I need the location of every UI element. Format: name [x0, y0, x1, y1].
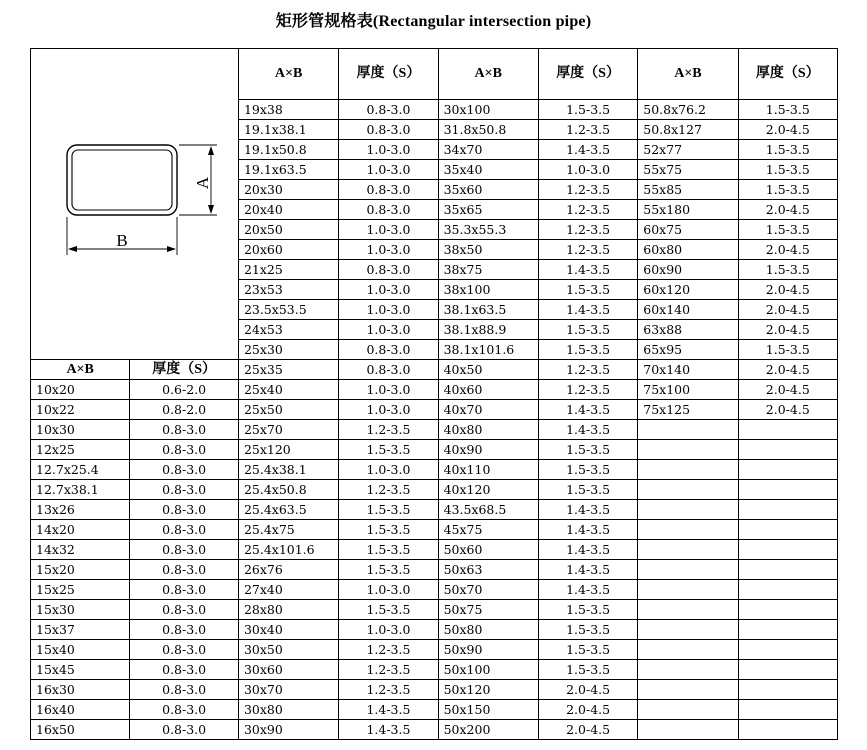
size-cell: 60x80: [638, 240, 738, 260]
thickness-cell: 1.0-3.0: [339, 160, 438, 180]
header-size: A×B: [638, 49, 738, 100]
size-cell: 25x40: [238, 380, 338, 400]
thickness-cell: 1.5-3.5: [538, 480, 637, 500]
thickness-cell: 0.8-3.0: [130, 480, 239, 500]
size-cell: 50x60: [438, 540, 538, 560]
size-cell: 40x60: [438, 380, 538, 400]
size-cell: [638, 720, 738, 740]
size-cell: 15x37: [31, 620, 130, 640]
size-cell: [638, 700, 738, 720]
table-row: [31, 360, 838, 380]
table-row: [31, 500, 838, 520]
thickness-cell: [738, 480, 837, 500]
size-cell: 30x40: [238, 620, 338, 640]
size-cell: 12x25: [31, 440, 130, 460]
table-body: [31, 49, 838, 740]
thickness-cell: 1.4-3.5: [538, 260, 637, 280]
thickness-cell: 2.0-4.5: [538, 700, 637, 720]
thickness-cell: 1.2-3.5: [339, 660, 438, 680]
diagram-label-b: B: [116, 231, 128, 250]
thickness-cell: [738, 660, 837, 680]
thickness-cell: 1.2-3.5: [339, 420, 438, 440]
thickness-cell: 2.0-4.5: [538, 680, 637, 700]
size-cell: [638, 500, 738, 520]
thickness-cell: 0.8-3.0: [130, 540, 239, 560]
thickness-cell: 1.4-3.5: [538, 500, 637, 520]
header-thickness: 厚度（S）: [130, 360, 239, 380]
size-cell: 50x150: [438, 700, 538, 720]
thickness-cell: 1.5-3.5: [339, 600, 438, 620]
thickness-cell: 1.2-3.5: [339, 640, 438, 660]
size-cell: 30x70: [238, 680, 338, 700]
thickness-cell: 2.0-4.5: [738, 240, 837, 260]
size-cell: [638, 440, 738, 460]
size-cell: 52x77: [638, 140, 738, 160]
thickness-cell: 1.2-3.5: [538, 360, 637, 380]
size-cell: 30x90: [238, 720, 338, 740]
table-row: [31, 540, 838, 560]
thickness-cell: 1.2-3.5: [538, 120, 637, 140]
thickness-cell: 0.8-3.0: [130, 440, 239, 460]
thickness-cell: 2.0-4.5: [738, 320, 837, 340]
thickness-cell: [738, 580, 837, 600]
tube-diagram: [31, 49, 239, 360]
size-cell: 27x40: [238, 580, 338, 600]
thickness-cell: 1.5-3.5: [738, 180, 837, 200]
size-cell: 16x30: [31, 680, 130, 700]
table-row: [31, 600, 838, 620]
thickness-cell: 0.8-3.0: [130, 680, 239, 700]
thickness-cell: 1.2-3.5: [538, 240, 637, 260]
thickness-cell: [738, 720, 837, 740]
size-cell: 40x50: [438, 360, 538, 380]
header-thickness: 厚度（S）: [339, 49, 438, 100]
thickness-cell: [738, 700, 837, 720]
size-cell: 19x38: [238, 100, 338, 120]
size-cell: 55x85: [638, 180, 738, 200]
size-cell: 50x75: [438, 600, 538, 620]
thickness-cell: [738, 500, 837, 520]
thickness-cell: 1.4-3.5: [538, 580, 637, 600]
table-row: [31, 560, 838, 580]
size-cell: 40x70: [438, 400, 538, 420]
thickness-cell: 0.8-3.0: [130, 700, 239, 720]
thickness-cell: 1.2-3.5: [538, 220, 637, 240]
thickness-cell: 2.0-4.5: [738, 380, 837, 400]
thickness-cell: 1.5-3.5: [538, 100, 637, 120]
table-row: [31, 580, 838, 600]
thickness-cell: 1.5-3.5: [538, 620, 637, 640]
table-row: [31, 440, 838, 460]
size-cell: 35x60: [438, 180, 538, 200]
thickness-cell: 0.8-3.0: [130, 660, 239, 680]
thickness-cell: [738, 640, 837, 660]
table-row: [31, 460, 838, 480]
thickness-cell: 0.8-3.0: [130, 600, 239, 620]
thickness-cell: 0.8-3.0: [130, 520, 239, 540]
size-cell: 15x45: [31, 660, 130, 680]
thickness-cell: 1.0-3.0: [339, 380, 438, 400]
thickness-cell: 1.0-3.0: [339, 280, 438, 300]
thickness-cell: 1.0-3.0: [339, 460, 438, 480]
thickness-cell: 0.8-3.0: [339, 100, 438, 120]
size-cell: 45x75: [438, 520, 538, 540]
size-cell: 55x180: [638, 200, 738, 220]
thickness-cell: 1.2-3.5: [538, 200, 637, 220]
thickness-cell: 1.5-3.5: [738, 260, 837, 280]
thickness-cell: 1.0-3.0: [339, 580, 438, 600]
thickness-cell: [738, 440, 837, 460]
size-cell: 14x20: [31, 520, 130, 540]
size-cell: 12.7x25.4: [31, 460, 130, 480]
thickness-cell: 1.0-3.0: [538, 160, 637, 180]
thickness-cell: 0.8-3.0: [339, 180, 438, 200]
thickness-cell: 0.8-3.0: [130, 620, 239, 640]
size-cell: 50x100: [438, 660, 538, 680]
thickness-cell: 1.4-3.5: [538, 300, 637, 320]
thickness-cell: 0.8-3.0: [130, 460, 239, 480]
size-cell: 10x30: [31, 420, 130, 440]
thickness-cell: [738, 540, 837, 560]
thickness-cell: 1.5-3.5: [538, 660, 637, 680]
thickness-cell: [738, 600, 837, 620]
header-size: A×B: [31, 360, 130, 380]
thickness-cell: 1.5-3.5: [738, 220, 837, 240]
size-cell: 19.1x50.8: [238, 140, 338, 160]
thickness-cell: 1.0-3.0: [339, 140, 438, 160]
size-cell: 23.5x53.5: [238, 300, 338, 320]
table-row: [31, 640, 838, 660]
size-cell: 50x80: [438, 620, 538, 640]
thickness-cell: 0.8-2.0: [130, 400, 239, 420]
thickness-cell: 0.8-3.0: [130, 640, 239, 660]
size-cell: 28x80: [238, 600, 338, 620]
size-cell: 25.4x38.1: [238, 460, 338, 480]
size-cell: 19.1x63.5: [238, 160, 338, 180]
size-cell: [638, 680, 738, 700]
header-size: A×B: [238, 49, 338, 100]
thickness-cell: 1.5-3.5: [538, 460, 637, 480]
thickness-cell: 1.4-3.5: [538, 420, 637, 440]
thickness-cell: 1.4-3.5: [538, 520, 637, 540]
diagram-label-a: A: [193, 176, 212, 190]
thickness-cell: 2.0-4.5: [738, 120, 837, 140]
table-row: [31, 400, 838, 420]
size-cell: 25x30: [238, 340, 338, 360]
thickness-cell: 2.0-4.5: [738, 200, 837, 220]
thickness-cell: [738, 520, 837, 540]
size-cell: 25.4x101.6: [238, 540, 338, 560]
thickness-cell: [738, 420, 837, 440]
size-cell: 60x75: [638, 220, 738, 240]
size-cell: 38x50: [438, 240, 538, 260]
size-cell: 23x53: [238, 280, 338, 300]
thickness-cell: 0.8-3.0: [339, 200, 438, 220]
size-cell: [638, 560, 738, 580]
thickness-cell: 0.8-3.0: [339, 340, 438, 360]
thickness-cell: 1.0-3.0: [339, 400, 438, 420]
table-row: [31, 660, 838, 680]
table-row: [31, 380, 838, 400]
size-cell: 25.4x75: [238, 520, 338, 540]
size-cell: 12.7x38.1: [31, 480, 130, 500]
size-cell: 60x140: [638, 300, 738, 320]
size-cell: [638, 640, 738, 660]
size-cell: 35.3x55.3: [438, 220, 538, 240]
header-thickness: 厚度（S）: [738, 49, 837, 100]
size-cell: 55x75: [638, 160, 738, 180]
size-cell: 30x100: [438, 100, 538, 120]
thickness-cell: [738, 620, 837, 640]
thickness-cell: 1.5-3.5: [538, 600, 637, 620]
size-cell: 40x110: [438, 460, 538, 480]
thickness-cell: 2.0-4.5: [738, 280, 837, 300]
size-cell: 38.1x88.9: [438, 320, 538, 340]
thickness-cell: 0.8-3.0: [130, 580, 239, 600]
size-cell: 20x60: [238, 240, 338, 260]
thickness-cell: 1.5-3.5: [538, 440, 637, 460]
size-cell: 35x40: [438, 160, 538, 180]
size-cell: 13x26: [31, 500, 130, 520]
thickness-cell: 1.4-3.5: [538, 560, 637, 580]
table-row: [31, 520, 838, 540]
thickness-cell: 1.4-3.5: [538, 140, 637, 160]
thickness-cell: 1.2-3.5: [538, 180, 637, 200]
size-cell: 75x125: [638, 400, 738, 420]
thickness-cell: 1.5-3.5: [738, 140, 837, 160]
thickness-cell: 0.8-3.0: [339, 360, 438, 380]
size-cell: [638, 520, 738, 540]
size-cell: 10x20: [31, 380, 130, 400]
thickness-cell: 1.5-3.5: [738, 160, 837, 180]
size-cell: 50x120: [438, 680, 538, 700]
rectangle-tube-diagram-icon: [31, 49, 238, 354]
size-cell: 20x30: [238, 180, 338, 200]
thickness-cell: 1.5-3.5: [538, 280, 637, 300]
thickness-cell: 0.8-3.0: [130, 420, 239, 440]
size-cell: 65x95: [638, 340, 738, 360]
size-cell: [638, 600, 738, 620]
thickness-cell: 1.5-3.5: [339, 540, 438, 560]
size-cell: [638, 480, 738, 500]
size-cell: 63x88: [638, 320, 738, 340]
size-cell: 70x140: [638, 360, 738, 380]
thickness-cell: 0.8-3.0: [130, 560, 239, 580]
thickness-cell: 2.0-4.5: [738, 360, 837, 380]
size-cell: 20x40: [238, 200, 338, 220]
thickness-cell: 0.8-3.0: [130, 500, 239, 520]
size-cell: 40x120: [438, 480, 538, 500]
size-cell: 38x100: [438, 280, 538, 300]
table-row: [31, 480, 838, 500]
size-cell: [638, 660, 738, 680]
size-cell: 50.8x76.2: [638, 100, 738, 120]
thickness-cell: 1.5-3.5: [538, 340, 637, 360]
thickness-cell: 1.0-3.0: [339, 300, 438, 320]
thickness-cell: 1.0-3.0: [339, 240, 438, 260]
size-cell: 60x120: [638, 280, 738, 300]
size-cell: [638, 460, 738, 480]
thickness-cell: 1.4-3.5: [339, 700, 438, 720]
size-cell: 30x80: [238, 700, 338, 720]
table-row: [31, 700, 838, 720]
size-cell: 25.4x50.8: [238, 480, 338, 500]
size-cell: 16x40: [31, 700, 130, 720]
size-cell: [638, 420, 738, 440]
thickness-cell: 2.0-4.5: [738, 300, 837, 320]
spec-table: [30, 48, 838, 740]
size-cell: 10x22: [31, 400, 130, 420]
table-row: [31, 420, 838, 440]
size-cell: 16x50: [31, 720, 130, 740]
size-cell: 38.1x63.5: [438, 300, 538, 320]
size-cell: 25x50: [238, 400, 338, 420]
thickness-cell: 1.5-3.5: [339, 440, 438, 460]
size-cell: 20x50: [238, 220, 338, 240]
table-row: [31, 620, 838, 640]
thickness-cell: 2.0-4.5: [738, 400, 837, 420]
thickness-cell: 1.4-3.5: [339, 720, 438, 740]
thickness-cell: 1.5-3.5: [339, 500, 438, 520]
thickness-cell: 2.0-4.5: [538, 720, 637, 740]
size-cell: 60x90: [638, 260, 738, 280]
size-cell: 50x90: [438, 640, 538, 660]
thickness-cell: 1.4-3.5: [538, 400, 637, 420]
thickness-cell: [738, 680, 837, 700]
size-cell: 25x70: [238, 420, 338, 440]
size-cell: 15x20: [31, 560, 130, 580]
size-cell: [638, 580, 738, 600]
thickness-cell: 1.5-3.5: [538, 320, 637, 340]
thickness-cell: 1.0-3.0: [339, 620, 438, 640]
thickness-cell: [738, 460, 837, 480]
size-cell: 34x70: [438, 140, 538, 160]
thickness-cell: 1.4-3.5: [538, 540, 637, 560]
size-cell: 40x90: [438, 440, 538, 460]
thickness-cell: 1.0-3.0: [339, 220, 438, 240]
size-cell: 50x70: [438, 580, 538, 600]
thickness-cell: 0.8-3.0: [339, 120, 438, 140]
size-cell: 15x40: [31, 640, 130, 660]
size-cell: 38x75: [438, 260, 538, 280]
size-cell: 50.8x127: [638, 120, 738, 140]
thickness-cell: 0.6-2.0: [130, 380, 239, 400]
thickness-cell: 1.2-3.5: [538, 380, 637, 400]
thickness-cell: [738, 560, 837, 580]
table-row: [31, 720, 838, 740]
size-cell: 15x30: [31, 600, 130, 620]
thickness-cell: 1.5-3.5: [339, 560, 438, 580]
thickness-cell: 1.5-3.5: [538, 640, 637, 660]
thickness-cell: 1.2-3.5: [339, 480, 438, 500]
header-size: A×B: [438, 49, 538, 100]
size-cell: 43.5x68.5: [438, 500, 538, 520]
size-cell: 38.1x101.6: [438, 340, 538, 360]
size-cell: 21x25: [238, 260, 338, 280]
size-cell: 19.1x38.1: [238, 120, 338, 140]
size-cell: 50x200: [438, 720, 538, 740]
size-cell: [638, 620, 738, 640]
thickness-cell: 1.5-3.5: [339, 520, 438, 540]
size-cell: 14x32: [31, 540, 130, 560]
thickness-cell: 1.2-3.5: [339, 680, 438, 700]
size-cell: 30x50: [238, 640, 338, 660]
thickness-cell: 0.8-3.0: [130, 720, 239, 740]
table-row: [31, 680, 838, 700]
size-cell: 50x63: [438, 560, 538, 580]
size-cell: 25x120: [238, 440, 338, 460]
thickness-cell: 1.5-3.5: [738, 100, 837, 120]
thickness-cell: 1.0-3.0: [339, 320, 438, 340]
size-cell: 25.4x63.5: [238, 500, 338, 520]
header-thickness: 厚度（S）: [538, 49, 637, 100]
size-cell: 31.8x50.8: [438, 120, 538, 140]
size-cell: 25x35: [238, 360, 338, 380]
size-cell: 30x60: [238, 660, 338, 680]
size-cell: 26x76: [238, 560, 338, 580]
page-title: 矩形管规格表(Rectangular intersection pipe): [275, 13, 592, 30]
thickness-cell: 0.8-3.0: [339, 260, 438, 280]
size-cell: [638, 540, 738, 560]
header-row: [31, 49, 838, 100]
size-cell: 75x100: [638, 380, 738, 400]
thickness-cell: 1.5-3.5: [738, 340, 837, 360]
size-cell: 24x53: [238, 320, 338, 340]
size-cell: 15x25: [31, 580, 130, 600]
size-cell: 35x65: [438, 200, 538, 220]
size-cell: 40x80: [438, 420, 538, 440]
